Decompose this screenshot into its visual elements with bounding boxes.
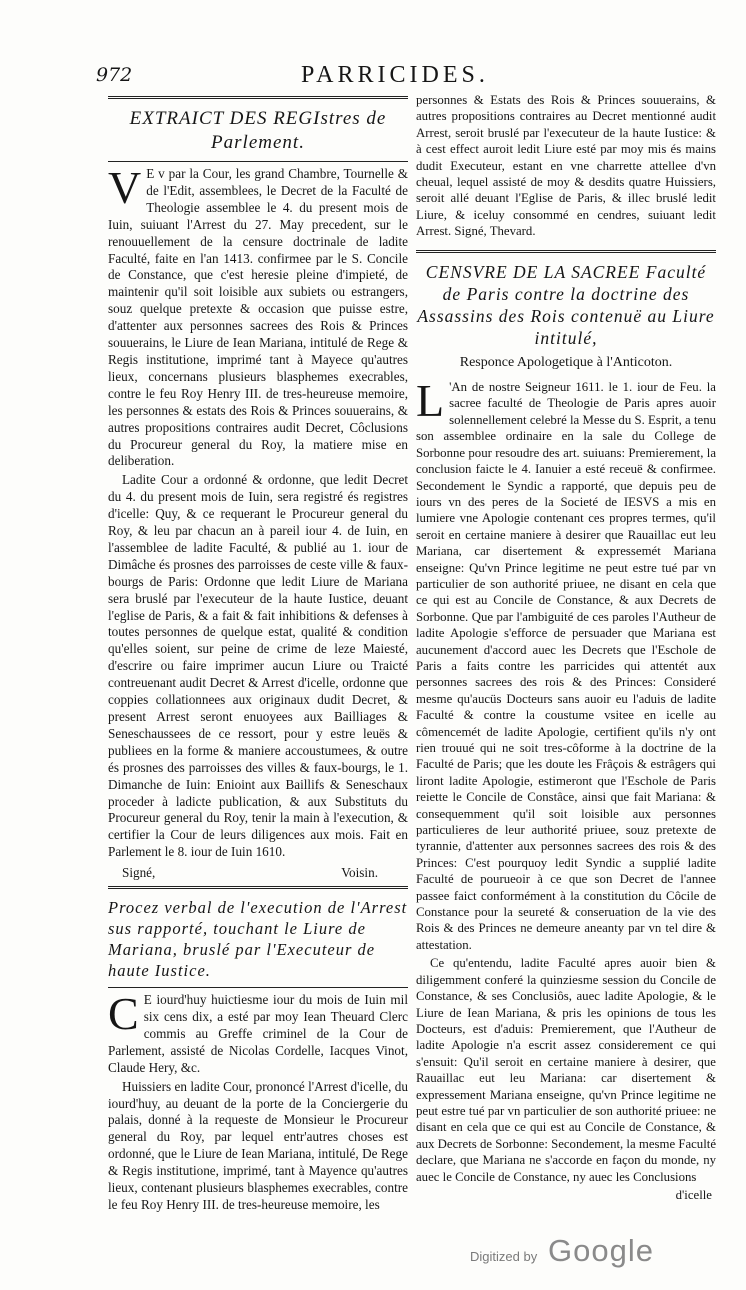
signer-name: Voisin. [341,865,378,881]
signe-label: Signé, [122,865,156,881]
running-title: PARRICIDES. [301,62,489,88]
divider [416,250,716,253]
drop-cap: V [108,162,142,213]
paragraph-proces [108,988,408,1077]
paragraph-text: E iourd'huy huictiesme iour du mois de Iuin mil six cens dix, a esté par moy Iean Theuard Clerc commis au Greffe criminel de la Cour de Parlement, assisté de Nicolas Cordelle, Iacques Vinot, Claude Hery, &c. [108,992,408,1075]
divider [108,987,408,988]
section-title-proces: Procez verbal de l'execution de l'Arrest sus rapporté, touchant le Liure de Mariana, bruslé par l'Executeur de haute Iustice. [108,898,408,981]
right-column [416,92,716,1203]
drop-cap: L [416,375,445,427]
section-title-censure: CENSVRE DE LA SACREE Faculté de Paris contre la doctrine des Assassins des Rois contenuë au Liure intitulé, [417,261,715,348]
page-number: 972 [96,64,133,86]
section-title-extraict: EXTRAICT DES REGIstres de Parlement. [129,108,387,153]
paragraph-huissiers: Huissiers en ladite Cour, prononcé l'Arrest d'icelle, du iourd'huy, au deuant de la porte de la Conciergerie du palais, donné à la requeste de Monsieur le Procureur general du Roy, par lequel entr'autres choses est ordonné, que le Liure de Iean Mariana, intitulé, De Rege & Regis institutione, imprimé, tant à Mayence qu'autres lieux, contenant plusieurs blasphemes execrables, contre le feu Roy Henry III. de tres-heureuse memoire, les [108,1078,408,1212]
paragraph-text: E v par la Cour, les grand Chambre, Tournelle & de l'Edit, assemblees, le Decret de la Faculté de Theologie assemblee le 4. du present mois de Iuin, suiuant l'Arrest du 27. May precedent, sur le renouuellement de la censure doctrinale de ladite Faculté, faite en l'an 1413. confirmee par le S. Concile de Constance, que c'est heresie pleine d'impieté, de maintenir qu'il soit loisible aux subiets ou estrangers, souz quelque pretexte & occasion que puisse estre, d'attenter aux personnes sacrees des Rois & Princes souuerains, le Liure de Iean Mariana, intitulé de Rege & Regis institutione, imprimé tant à Mayece qu'autres lieux, concernans plusieurs blasphemes execrables, contre le feu Roy Henry III. de tres-heureuse memoire, les personnes & estats des Rois & Princes souuerains, & autres propositions contraires audit Decret, Côclusions du Procureur general du Roy, la matiere mise en deliberation. [108,166,408,469]
drop-cap: C [108,988,139,1040]
paragraph-ordonne: Ladite Cour a ordonné & ordonne, que ledit Decret du 4. du present mois de Iuin, sera registré és registres d'icelle: Quy, & ce requerant le Procureur general du Roy, & leu par chacun an à pareil iour 4. de Iuin, en l'assemblee de ladite Faculté, & publié au 1. iour de Dimâche és prosnes des parroisses de ceste ville & faux-bourgs de Paris: Ordonne que ledit Liure de Mariana sera bruslé par l'executeur de la haute Iustice, deuant l'eglise de Paris, & a fait & fait inhibitions & defenses à toutes personnes de quelque estat, qualité & condition qu'elles soient, sur peine de crime de leze Maiesté, d'escrire ou faire imprimer aucun Liure ou Traicté contreuenant audit Decret & Arrest d'icelle, ordonne que coppies collationnees aux originaux dudit Decret, & present Arrest seront enuoyees aux Bailliages & Seneschaussees de ce ressort, pour y estre leuës & publiees en la forme & maniere accoustumees, & outre és prosnes des parroisses des villes & faux-bourgs, le 1. Dimanche de Iuin: Enioint aux Baillifs & Seneschaux proceder à ladicte publication, & aux Substituts du Procureur general du Roy, tenir la main à l'execution, & certifier la Cour de leurs diligences aux mois. Fait en Parlement le 8. iour de Iuin 1610. [108,472,408,860]
digitized-by-label: Digitized by [470,1249,538,1264]
paragraph-text: 'An de nostre Seigneur 1611. le 1. iour de Feu. la sacree faculté de Theologie de Paris apres auoir solennellement celebré la Messe du S. Esprit, a tenu son assemblee ordinaire en la sale du College de Sorbonne pour resoudre des art. suiuans: Premierement, la conclusion faicte le 4. Ianuier a esté receuë & confirmee. Secondement le Syndic a rapporté, que depuis peu de iours vn des peres de la Societé de IESVS a mis en lumiere vne Apologie contenant ces propres termes, qu'il seroit en certaine maniere à desirer que Rauaillac eut leu Mariana, car disertement & expressemét Mariana enseigne: Qu'vn Prince legitime ne peut estre tué par vn particulier de son authorité priuee, ne disant en cela que ce qui est au Concile de Constance, & aux Decrets de Sorbonne. Que par l'ambiguité de ces paroles l'Autheur de ladite Apologie s'efforce de persuader que Mariana est aucunement d'accord auec les Decrets que l'Eschole de Paris a faits contre les parricides qui attentét aux personnes sacrees des rois & des Princes: Consideré mesme qu'aucüs Docteurs sans auoir eu l'aduis de ladite Faculté & contre la coustume vsitee en icelle au cômencemét de ladite Apologie, certifient qu'ils n'y ont rien trouué qui ne soit tres-côforme à la doctrine de la Faculté de Paris; que les doute les Frâçois & estrâgers qui liront ladite Apologie, estimeront que l'Eschole de Paris reiette le Concile de Constâce, ainsi que fait Mariana: & consequemment qu'il soit loisible aux personnes particulieres de leur authorité priuee, souz pretexte de tyrannie, d'attenter aux personnes sacrees des rois & des Princes: C'est pourquoy ledit Syndic a supplié ladite Faculté de pourueoir à ce que son Decret de l'annee passee faict conformément à la constitution du Côcile de Constance pour la seureté & conseruation de la vie des Rois & des Princes ne demeure aneanty par vn tel dire & attestation. [416,380,716,952]
divider [108,161,408,162]
google-watermark [470,1235,710,1275]
paragraph-censure [416,375,716,953]
left-column [108,92,408,1216]
paragraph-faculte: Ce qu'entendu, ladite Faculté apres auoir bien & diligemment conferé la quinziesme session du Concile de Constance, & ses Conclusiôs, auec ladite Apologie, & le Liure de Iean Mariana, & pris les opinions de tous les Docteurs, est d'aduis: Premierement, que l'Autheur de ladite Apologie n'a escrit assez considerement ce qui s'ensuit: Qu'il seroit en certaine maniere à desirer, que Rauaillac eut leu Mariana: car disertement & expressement Mariana enseigne, qu'vn Prince legitime ne peut estre tué par vn particulier de son authorité priuee: ne disant en cela que ce qui est au Concile de Constance, & aux Decrets de Sorbonne: Secondement, la mesme Faculté declare, que Mariana ne s'accorde en façon du monde, ny auec le Concile de Constance, ny auec les Conclusions [416,956,716,1184]
running-header [96,62,716,92]
divider [108,886,408,889]
paragraph-continued: personnes & Estats des Rois & Princes souuerains, & autres propositions contraires au Decret mentionné audit Arrest, seroit bruslé par l'executeur de la haute Iustice: & à cest effect auroit ledit Liure esté par moy mis és mains dudit Executeur, estant en vne charrette attellee d'vn cheual, lequel assisté de moy & desdits quatre Huissiers, seroit allé deuant l'Eglise de Paris, & illec bruslé ledit Liure, & iceluy consommé en cendres, suiuant ledit Arrest. Signé, Thevard. [416,93,716,239]
paragraph-decret [108,162,408,470]
section-subtitle: Responce Apologetique à l'Anticoton. [459,354,673,370]
divider [108,96,408,99]
google-logo: Google [548,1233,654,1268]
catchword: d'icelle [675,1187,712,1202]
signature-line [108,865,408,882]
